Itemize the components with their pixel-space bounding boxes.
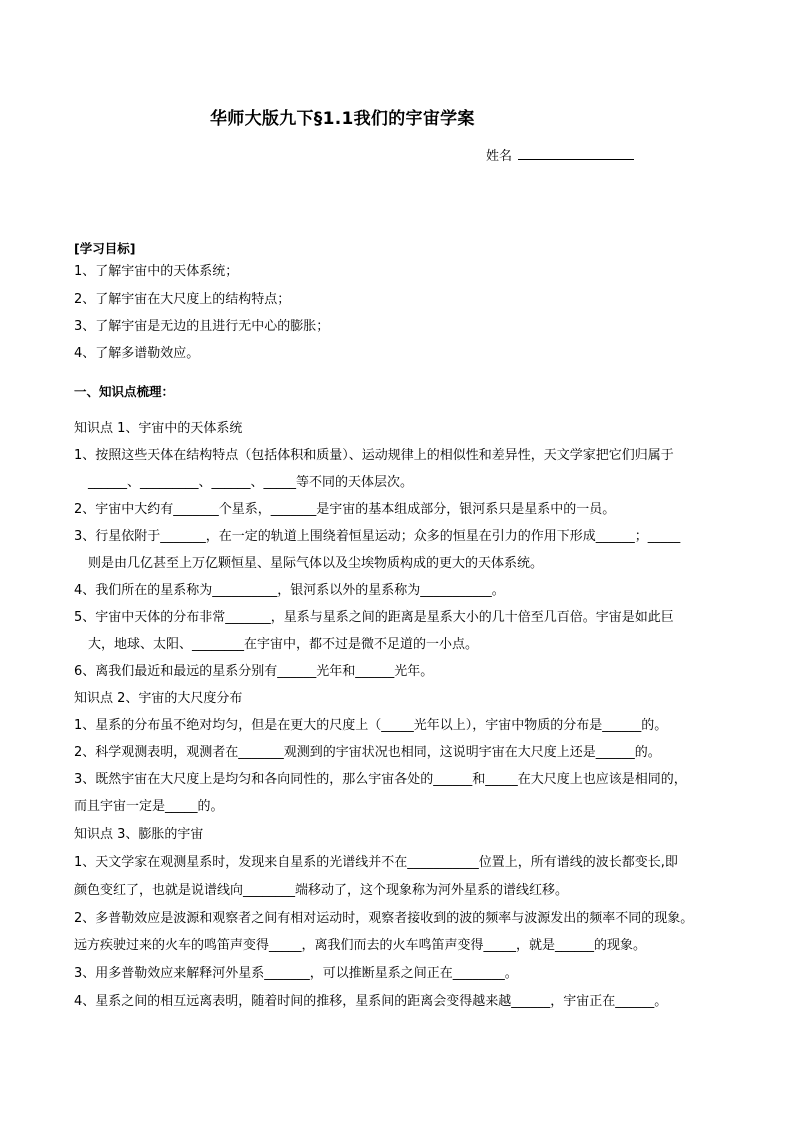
kp3-heading: 知识点 3、膨胀的宇宙 [74, 827, 204, 842]
kp1-line: 3、行星依附于_______，在一定的轨道上围绕着恒星运动；众多的恒星在引力的作用下形成______；_____ [74, 529, 681, 544]
name-field [486, 145, 634, 164]
objectives-heading: [学习目标] [74, 241, 136, 256]
kp3-line: 远方疾驶过来的火车的鸣笛声变得_____，离我们而去的火车鸣笛声变得_____，就是______的现象。 [74, 938, 647, 953]
kp2-heading: 知识点 2、宇宙的大尺度分布 [74, 691, 243, 706]
objective-item: 1、了解宇宙中的天体系统； [74, 264, 239, 279]
section-heading: 一、知识点梳理： [74, 384, 175, 399]
kp1-line: 2、宇宙中大约有_______个星系，_______是宇宙的基本组成部分，银河系只是星系中的一员。 [74, 502, 616, 517]
kp2-line: 2、科学观测表明，观测者在_______观测到的宇宙状况也相同，这说明宇宙在大尺度上还是______的。 [74, 745, 661, 760]
kp1-line: 5、宇宙中天体的分布非常_______，星系与星系之间的距离是星系大小的几十倍至几百倍。宇宙是如此巨 [74, 610, 674, 625]
kp1-line: 6、离我们最近和最远的星系分别有______光年和______光年。 [74, 664, 434, 679]
kp1-line: 则是由几亿甚至上万亿颗恒星、星际气体以及尘埃物质构成的更大的天体系统。 [88, 556, 544, 571]
kp1-line: 1、按照这些天体在结构特点（包括体积和质量）、运动规律上的相似性和差异性，天文学家把它们归属于 [74, 448, 674, 463]
kp3-line: 1、天文学家在观测星系时，发现来自星系的光谱线并不在___________位置上，所有谱线的波长都变长,即 [74, 855, 678, 870]
kp2-line: 而且宇宙一定是_____的。 [74, 799, 224, 814]
objective-item: 2、了解宇宙在大尺度上的结构特点； [74, 292, 291, 307]
kp1-line: 4、我们所在的星系称为__________，银河系以外的星系称为___________。 [74, 583, 505, 598]
kp3-line: 4、星系之间的相互远离表明，随着时间的推移，星系间的距离会变得越来越______，宇宙正在______。 [74, 994, 668, 1009]
kp3-line: 3、用多普勒效应来解释河外星系_______，可以推断星系之间正在________。 [74, 966, 518, 981]
kp1-line: ______、_________、______、_____等不同的天体层次。 [88, 475, 414, 490]
name-blank[interactable] [518, 147, 634, 160]
kp3-line: 2、多普勒效应是波源和观察者之间有相对运动时，观察者接收到的波的频率与波源发出的频率不同的现象。 [74, 911, 694, 926]
kp1-line: 大，地球、太阳、________在宇宙中，都不过是微不足道的一小点。 [88, 637, 479, 652]
name-label: 姓名 [486, 149, 513, 164]
kp3-line: 颜色变红了，也就是说谱线向________端移动了，这个现象称为河外星系的谱线红移。 [74, 883, 569, 898]
page-title: 华师大版九下§1.1我们的宇宙学案 [210, 109, 475, 129]
objective-item: 4、了解多谱勒效应。 [74, 346, 200, 361]
kp2-line: 3、既然宇宙在大尺度上是均匀和各向同性的，那么宇宙各处的______和_____在大尺度上也应该是相同的， [74, 772, 687, 787]
objective-item: 3、了解宇宙是无边的且进行无中心的膨胀； [74, 319, 330, 334]
kp1-heading: 知识点 1、宇宙中的天体系统 [74, 421, 243, 436]
kp2-line: 1、星系的分布虽不绝对均匀，但是在更大的尺度上（_____光年以上），宇宙中物质的分布是______的。 [74, 718, 668, 733]
